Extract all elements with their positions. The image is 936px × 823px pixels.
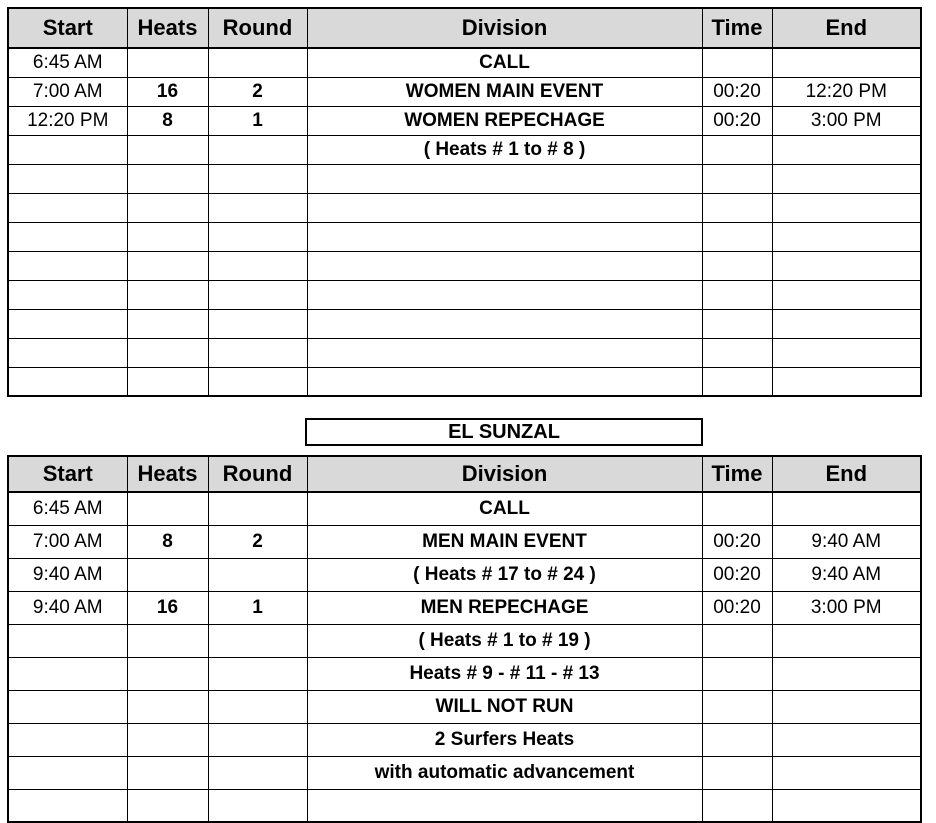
round-cell	[208, 789, 307, 822]
round-cell	[208, 690, 307, 723]
division-cell: WILL NOT RUN	[307, 690, 702, 723]
table-row	[8, 48, 921, 77]
round-cell	[208, 222, 307, 251]
division-cell: ( Heats # 1 to # 19 )	[307, 624, 702, 657]
heats-cell	[127, 280, 208, 309]
table-row	[8, 789, 921, 822]
col-division-header: Division	[307, 8, 702, 48]
end-cell	[772, 690, 921, 723]
table-row	[8, 367, 921, 396]
schedule-body	[8, 492, 921, 822]
start-cell	[8, 723, 127, 756]
round-cell	[208, 723, 307, 756]
start-cell	[8, 164, 127, 193]
table-row	[8, 558, 921, 591]
end-cell	[772, 222, 921, 251]
round-cell	[208, 48, 307, 77]
end-cell: 3:00 PM	[772, 106, 921, 135]
division-cell: MEN MAIN EVENT	[307, 525, 702, 558]
round-cell	[208, 193, 307, 222]
round-cell: 2	[208, 525, 307, 558]
division-cell	[307, 222, 702, 251]
division-cell	[307, 789, 702, 822]
table-row	[8, 135, 921, 164]
time-cell	[702, 251, 772, 280]
round-cell	[208, 367, 307, 396]
time-cell	[702, 48, 772, 77]
time-cell	[702, 367, 772, 396]
table-row	[8, 492, 921, 525]
time-cell	[702, 135, 772, 164]
start-cell	[8, 251, 127, 280]
col-end-header: End	[772, 8, 921, 48]
schedule-table-women	[7, 7, 922, 397]
round-cell	[208, 624, 307, 657]
start-cell: 7:00 AM	[8, 525, 127, 558]
schedule-table-men	[7, 455, 922, 823]
division-cell: with automatic advancement	[307, 756, 702, 789]
start-cell	[8, 309, 127, 338]
start-cell	[8, 367, 127, 396]
col-heats-header: Heats	[127, 8, 208, 48]
time-cell	[702, 756, 772, 789]
table-row	[8, 280, 921, 309]
table-row	[8, 624, 921, 657]
end-cell	[772, 723, 921, 756]
table-row	[8, 723, 921, 756]
col-end-header: End	[772, 456, 921, 492]
round-cell	[208, 135, 307, 164]
table-row	[8, 756, 921, 789]
end-cell	[772, 164, 921, 193]
table-row	[8, 591, 921, 624]
heats-cell	[127, 251, 208, 280]
end-cell	[772, 492, 921, 525]
end-cell	[772, 309, 921, 338]
end-cell	[772, 338, 921, 367]
division-cell: Heats # 9 - # 11 - # 13	[307, 657, 702, 690]
col-start-header: Start	[8, 8, 127, 48]
round-cell	[208, 558, 307, 591]
heats-cell	[127, 309, 208, 338]
end-cell	[772, 367, 921, 396]
time-cell: 00:20	[702, 106, 772, 135]
start-cell	[8, 624, 127, 657]
start-cell	[8, 193, 127, 222]
round-cell	[208, 492, 307, 525]
heats-cell	[127, 756, 208, 789]
heats-cell	[127, 222, 208, 251]
time-cell	[702, 309, 772, 338]
time-cell	[702, 280, 772, 309]
division-cell: CALL	[307, 48, 702, 77]
end-cell	[772, 251, 921, 280]
end-cell	[772, 48, 921, 77]
heats-cell: 8	[127, 525, 208, 558]
heats-cell	[127, 164, 208, 193]
time-cell	[702, 690, 772, 723]
table-row	[8, 525, 921, 558]
end-cell	[772, 657, 921, 690]
schedule-body	[8, 48, 921, 396]
heats-cell	[127, 657, 208, 690]
round-cell	[208, 657, 307, 690]
col-start-header: Start	[8, 456, 127, 492]
end-cell: 12:20 PM	[772, 77, 921, 106]
time-cell	[702, 222, 772, 251]
end-cell: 9:40 AM	[772, 525, 921, 558]
round-cell: 1	[208, 106, 307, 135]
time-cell	[702, 492, 772, 525]
time-cell	[702, 657, 772, 690]
time-cell: 00:20	[702, 558, 772, 591]
division-cell: WOMEN REPECHAGE	[307, 106, 702, 135]
table-row	[8, 106, 921, 135]
round-cell	[208, 164, 307, 193]
start-cell	[8, 135, 127, 164]
table-row	[8, 222, 921, 251]
division-cell	[307, 280, 702, 309]
heats-cell: 16	[127, 77, 208, 106]
division-cell: WOMEN MAIN EVENT	[307, 77, 702, 106]
round-cell	[208, 251, 307, 280]
time-cell: 00:20	[702, 591, 772, 624]
start-cell	[8, 690, 127, 723]
heats-cell	[127, 558, 208, 591]
round-cell: 2	[208, 77, 307, 106]
start-cell	[8, 280, 127, 309]
table-row	[8, 193, 921, 222]
heats-cell	[127, 492, 208, 525]
start-cell: 9:40 AM	[8, 591, 127, 624]
time-cell: 00:20	[702, 525, 772, 558]
division-cell: CALL	[307, 492, 702, 525]
start-cell: 6:45 AM	[8, 492, 127, 525]
start-cell: 7:00 AM	[8, 77, 127, 106]
start-cell	[8, 756, 127, 789]
heats-cell	[127, 135, 208, 164]
division-cell: 2 Surfers Heats	[307, 723, 702, 756]
time-cell	[702, 164, 772, 193]
end-cell	[772, 280, 921, 309]
end-cell	[772, 756, 921, 789]
division-cell	[307, 367, 702, 396]
table-row	[8, 77, 921, 106]
end-cell	[772, 193, 921, 222]
table-row	[8, 338, 921, 367]
division-cell	[307, 193, 702, 222]
start-cell	[8, 338, 127, 367]
division-cell: MEN REPECHAGE	[307, 591, 702, 624]
end-cell	[772, 135, 921, 164]
heats-cell: 8	[127, 106, 208, 135]
round-cell	[208, 309, 307, 338]
round-cell	[208, 338, 307, 367]
table-row	[8, 164, 921, 193]
division-cell	[307, 164, 702, 193]
header-row	[8, 8, 921, 48]
time-cell: 00:20	[702, 77, 772, 106]
start-cell: 12:20 PM	[8, 106, 127, 135]
division-cell: ( Heats # 17 to # 24 )	[307, 558, 702, 591]
end-cell: 3:00 PM	[772, 591, 921, 624]
location-banner: EL SUNZAL	[305, 418, 703, 446]
col-time-header: Time	[702, 8, 772, 48]
heats-cell	[127, 338, 208, 367]
col-division-header: Division	[307, 456, 702, 492]
table-row	[8, 309, 921, 338]
heats-cell	[127, 367, 208, 396]
division-cell	[307, 309, 702, 338]
col-time-header: Time	[702, 456, 772, 492]
start-cell	[8, 657, 127, 690]
time-cell	[702, 338, 772, 367]
start-cell	[8, 789, 127, 822]
round-cell	[208, 756, 307, 789]
time-cell	[702, 789, 772, 822]
start-cell: 9:40 AM	[8, 558, 127, 591]
end-cell: 9:40 AM	[772, 558, 921, 591]
heats-cell	[127, 690, 208, 723]
start-cell: 6:45 AM	[8, 48, 127, 77]
round-cell: 1	[208, 591, 307, 624]
time-cell	[702, 624, 772, 657]
end-cell	[772, 624, 921, 657]
heats-cell: 16	[127, 591, 208, 624]
end-cell	[772, 789, 921, 822]
time-cell	[702, 723, 772, 756]
table-row	[8, 657, 921, 690]
col-heats-header: Heats	[127, 456, 208, 492]
col-round-header: Round	[208, 8, 307, 48]
start-cell	[8, 222, 127, 251]
heats-cell	[127, 723, 208, 756]
time-cell	[702, 193, 772, 222]
round-cell	[208, 280, 307, 309]
header-row	[8, 456, 921, 492]
table-row	[8, 690, 921, 723]
division-cell: ( Heats # 1 to # 8 )	[307, 135, 702, 164]
heats-cell	[127, 193, 208, 222]
division-cell	[307, 338, 702, 367]
heats-cell	[127, 789, 208, 822]
table-row	[8, 251, 921, 280]
heats-cell	[127, 48, 208, 77]
heats-cell	[127, 624, 208, 657]
division-cell	[307, 251, 702, 280]
col-round-header: Round	[208, 456, 307, 492]
